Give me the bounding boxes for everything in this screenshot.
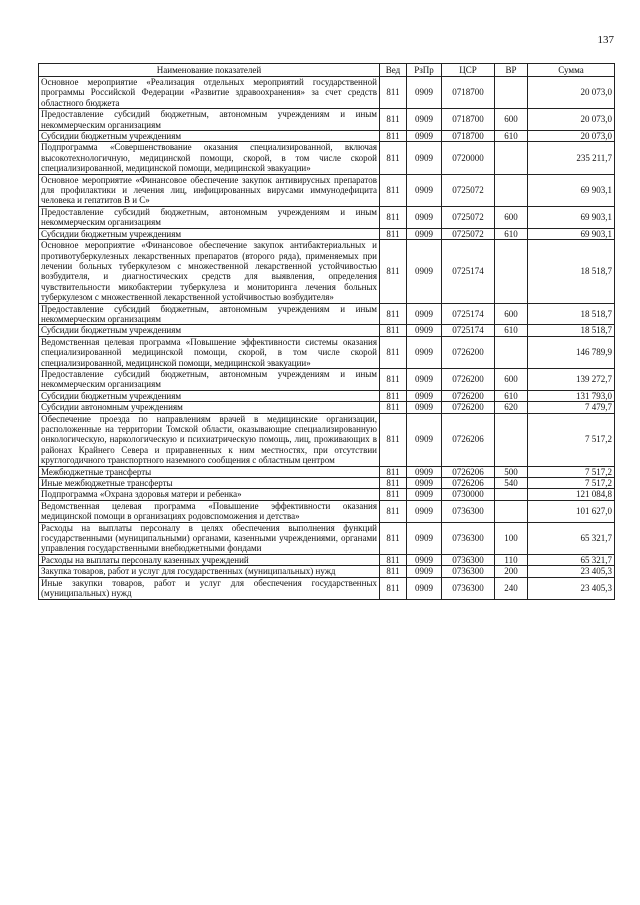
cell-csr: 0725072 [442, 206, 495, 228]
cell-sum: 18 518,7 [528, 325, 615, 336]
cell-vr [495, 142, 528, 174]
cell-name: Предоставление субсидий бюджетным, автономным учреждениям и иным некоммерческим организациям [39, 368, 380, 390]
cell-sum: 131 793,0 [528, 390, 615, 401]
cell-sum: 65 321,7 [528, 522, 615, 554]
cell-csr: 0726200 [442, 336, 495, 368]
table-row [39, 174, 615, 206]
cell-name: Предоставление субсидий бюджетным, автономным учреждениям и иным некоммерческим организациям [39, 109, 380, 131]
cell-csr: 0736300 [442, 554, 495, 565]
cell-name: Ведомственная целевая программа «Повышение эффективности системы оказания специализированной медицинской помощи, скорой, в том числе скорой специализированной, медицинской помощи, медицинской эвакуации» [39, 336, 380, 368]
cell-rzpr: 0909 [407, 131, 442, 142]
table-header-row [39, 64, 615, 77]
table-row [39, 500, 615, 522]
cell-ved: 811 [380, 554, 407, 565]
cell-csr: 0718700 [442, 109, 495, 131]
cell-csr: 0736300 [442, 566, 495, 577]
cell-vr: 500 [495, 466, 528, 477]
table-row [39, 413, 615, 466]
cell-sum: 7 479,7 [528, 402, 615, 413]
cell-name: Подпрограмма «Охрана здоровья матери и ребенка» [39, 489, 380, 500]
cell-ved: 811 [380, 478, 407, 489]
cell-ved: 811 [380, 336, 407, 368]
cell-ved: 811 [380, 522, 407, 554]
cell-sum: 7 517,2 [528, 478, 615, 489]
cell-vr: 100 [495, 522, 528, 554]
cell-csr: 0736300 [442, 577, 495, 599]
cell-ved: 811 [380, 303, 407, 325]
cell-name: Основное мероприятие «Финансовое обеспечение закупок антивирусных препаратов для профилактики и лечения лиц, инфицированных вирусами иммунодефицита человека и гепатитов В и С» [39, 174, 380, 206]
cell-name: Предоставление субсидий бюджетным, автономным учреждениям и иным некоммерческим организациям [39, 303, 380, 325]
header-rzpr: РзПр [407, 64, 442, 77]
cell-csr: 0736300 [442, 522, 495, 554]
cell-vr [495, 489, 528, 500]
table-row [39, 466, 615, 477]
cell-name: Закупка товаров, работ и услуг для государственных (муниципальных) нужд [39, 566, 380, 577]
cell-csr: 0725174 [442, 303, 495, 325]
cell-rzpr: 0909 [407, 303, 442, 325]
cell-sum: 18 518,7 [528, 303, 615, 325]
cell-rzpr: 0909 [407, 413, 442, 466]
cell-csr: 0718700 [442, 77, 495, 109]
cell-sum: 20 073,0 [528, 77, 615, 109]
cell-rzpr: 0909 [407, 77, 442, 109]
cell-sum: 146 789,9 [528, 336, 615, 368]
cell-sum: 121 084,8 [528, 489, 615, 500]
header-name: Наименование показателей [39, 64, 380, 77]
cell-vr: 610 [495, 131, 528, 142]
cell-rzpr: 0909 [407, 109, 442, 131]
cell-name: Обеспечение проезда по направлениям врачей в медицинские организации, расположенные на территории Томской области, оказывающие специализированную онкологическую, наркологическую и психиатрическую помощь, лиц, проживающих в районах Крайнего Севера и приравненных к ним местностях, при отсутствии круглогодичного транспортного наземного сообщения с областным центром [39, 413, 380, 466]
cell-csr: 0725072 [442, 174, 495, 206]
table-row [39, 206, 615, 228]
cell-csr: 0725072 [442, 228, 495, 239]
cell-rzpr: 0909 [407, 228, 442, 239]
header-vr: ВР [495, 64, 528, 77]
cell-sum: 69 903,1 [528, 228, 615, 239]
cell-rzpr: 0909 [407, 554, 442, 565]
table-row [39, 478, 615, 489]
cell-name: Иные межбюджетные трансферты [39, 478, 380, 489]
cell-ved: 811 [380, 402, 407, 413]
cell-vr: 240 [495, 577, 528, 599]
cell-rzpr: 0909 [407, 478, 442, 489]
cell-rzpr: 0909 [407, 402, 442, 413]
table-row [39, 303, 615, 325]
header-sum: Сумма [528, 64, 615, 77]
cell-sum: 23 405,3 [528, 577, 615, 599]
cell-ved: 811 [380, 500, 407, 522]
cell-vr [495, 77, 528, 109]
cell-vr [495, 413, 528, 466]
cell-ved: 811 [380, 325, 407, 336]
table-row [39, 489, 615, 500]
cell-vr: 540 [495, 478, 528, 489]
cell-vr: 610 [495, 325, 528, 336]
table-row [39, 577, 615, 599]
cell-csr: 0726206 [442, 478, 495, 489]
cell-ved: 811 [380, 368, 407, 390]
table-row [39, 325, 615, 336]
cell-name: Предоставление субсидий бюджетным, автономным учреждениям и иным некоммерческим организациям [39, 206, 380, 228]
table-row [39, 522, 615, 554]
cell-sum: 20 073,0 [528, 131, 615, 142]
table-row [39, 142, 615, 174]
cell-vr: 600 [495, 303, 528, 325]
cell-rzpr: 0909 [407, 522, 442, 554]
cell-ved: 811 [380, 390, 407, 401]
cell-ved: 811 [380, 174, 407, 206]
cell-ved: 811 [380, 142, 407, 174]
cell-vr: 620 [495, 402, 528, 413]
cell-ved: 811 [380, 109, 407, 131]
budget-table [38, 63, 615, 600]
cell-sum: 65 321,7 [528, 554, 615, 565]
cell-sum: 23 405,3 [528, 566, 615, 577]
cell-ved: 811 [380, 489, 407, 500]
cell-vr: 600 [495, 368, 528, 390]
cell-ved: 811 [380, 466, 407, 477]
table-row [39, 228, 615, 239]
table-row [39, 240, 615, 303]
cell-vr: 110 [495, 554, 528, 565]
cell-ved: 811 [380, 577, 407, 599]
cell-name: Межбюджетные трансферты [39, 466, 380, 477]
cell-csr: 0726200 [442, 402, 495, 413]
cell-ved: 811 [380, 566, 407, 577]
cell-ved: 811 [380, 131, 407, 142]
cell-sum: 235 211,7 [528, 142, 615, 174]
cell-name: Подпрограмма «Совершенствование оказания специализированной, включая высокотехнологичную, медицинской помощи, скорой, в том числе скорой специализированной, медицинской помощи, медицинской эвакуации» [39, 142, 380, 174]
cell-csr: 0725174 [442, 240, 495, 303]
cell-rzpr: 0909 [407, 466, 442, 477]
cell-sum: 69 903,1 [528, 206, 615, 228]
cell-csr: 0726206 [442, 466, 495, 477]
cell-rzpr: 0909 [407, 500, 442, 522]
cell-vr: 610 [495, 228, 528, 239]
table-row [39, 554, 615, 565]
cell-sum: 69 903,1 [528, 174, 615, 206]
cell-csr: 0720000 [442, 142, 495, 174]
cell-vr [495, 174, 528, 206]
cell-vr: 610 [495, 390, 528, 401]
cell-sum: 101 627,0 [528, 500, 615, 522]
cell-vr [495, 500, 528, 522]
cell-rzpr: 0909 [407, 390, 442, 401]
cell-name: Субсидии автономным учреждениям [39, 402, 380, 413]
cell-name: Расходы на выплаты персоналу в целях обеспечения выполнения функций государственными (муниципальными) органами, казенными учреждениями, органами управления государственными внебюджетными фондами [39, 522, 380, 554]
cell-sum: 20 073,0 [528, 109, 615, 131]
table-row [39, 368, 615, 390]
cell-name: Основное мероприятие «Реализация отдельных мероприятий государственной программы Российской Федерации «Развитие здравоохранения» за счет средств областного бюджета [39, 77, 380, 109]
table-row [39, 131, 615, 142]
cell-rzpr: 0909 [407, 174, 442, 206]
cell-rzpr: 0909 [407, 566, 442, 577]
cell-vr [495, 336, 528, 368]
cell-name: Субсидии бюджетным учреждениям [39, 325, 380, 336]
cell-vr: 200 [495, 566, 528, 577]
cell-ved: 811 [380, 228, 407, 239]
cell-rzpr: 0909 [407, 336, 442, 368]
cell-name: Ведомственная целевая программа «Повышение эффективности оказания медицинской помощи в организациях родовспоможения и детства» [39, 500, 380, 522]
cell-rzpr: 0909 [407, 577, 442, 599]
cell-csr: 0726200 [442, 368, 495, 390]
cell-rzpr: 0909 [407, 206, 442, 228]
cell-name: Субсидии бюджетным учреждениям [39, 131, 380, 142]
cell-rzpr: 0909 [407, 368, 442, 390]
table-row [39, 77, 615, 109]
cell-name: Субсидии бюджетным учреждениям [39, 390, 380, 401]
table-body [39, 77, 615, 600]
table-row [39, 109, 615, 131]
cell-csr: 0726200 [442, 390, 495, 401]
cell-rzpr: 0909 [407, 325, 442, 336]
cell-name: Расходы на выплаты персоналу казенных учреждений [39, 554, 380, 565]
cell-sum: 7 517,2 [528, 466, 615, 477]
cell-rzpr: 0909 [407, 240, 442, 303]
page-number: 137 [597, 34, 614, 46]
table-row [39, 336, 615, 368]
header-ved: Вед [380, 64, 407, 77]
cell-name: Иные закупки товаров, работ и услуг для обеспечения государственных (муниципальных) нужд [39, 577, 380, 599]
cell-ved: 811 [380, 77, 407, 109]
cell-csr: 0730000 [442, 489, 495, 500]
cell-csr: 0736300 [442, 500, 495, 522]
cell-sum: 7 517,2 [528, 413, 615, 466]
table-row [39, 390, 615, 401]
table-row [39, 566, 615, 577]
table-row [39, 402, 615, 413]
cell-csr: 0718700 [442, 131, 495, 142]
cell-rzpr: 0909 [407, 142, 442, 174]
cell-csr: 0725174 [442, 325, 495, 336]
cell-sum: 18 518,7 [528, 240, 615, 303]
cell-name: Основное мероприятие «Финансовое обеспечение закупок антибактериальных и противотуберкулезных лекарственных препаратов (второго ряда), применяемых при лечении больных туберкулезом с множественной лекарственной устойчивостью возбудителя, и диагностических средств для выявления, определения чувствительности микобактерии туберкулеза и мониторинга лечения больных туберкулезом с множественной лекарственной устойчивостью возбудителя» [39, 240, 380, 303]
cell-rzpr: 0909 [407, 489, 442, 500]
cell-ved: 811 [380, 240, 407, 303]
cell-sum: 139 272,7 [528, 368, 615, 390]
cell-vr [495, 240, 528, 303]
cell-name: Субсидии бюджетным учреждениям [39, 228, 380, 239]
cell-ved: 811 [380, 206, 407, 228]
header-csr: ЦСР [442, 64, 495, 77]
cell-vr: 600 [495, 206, 528, 228]
cell-ved: 811 [380, 413, 407, 466]
cell-csr: 0726206 [442, 413, 495, 466]
cell-vr: 600 [495, 109, 528, 131]
